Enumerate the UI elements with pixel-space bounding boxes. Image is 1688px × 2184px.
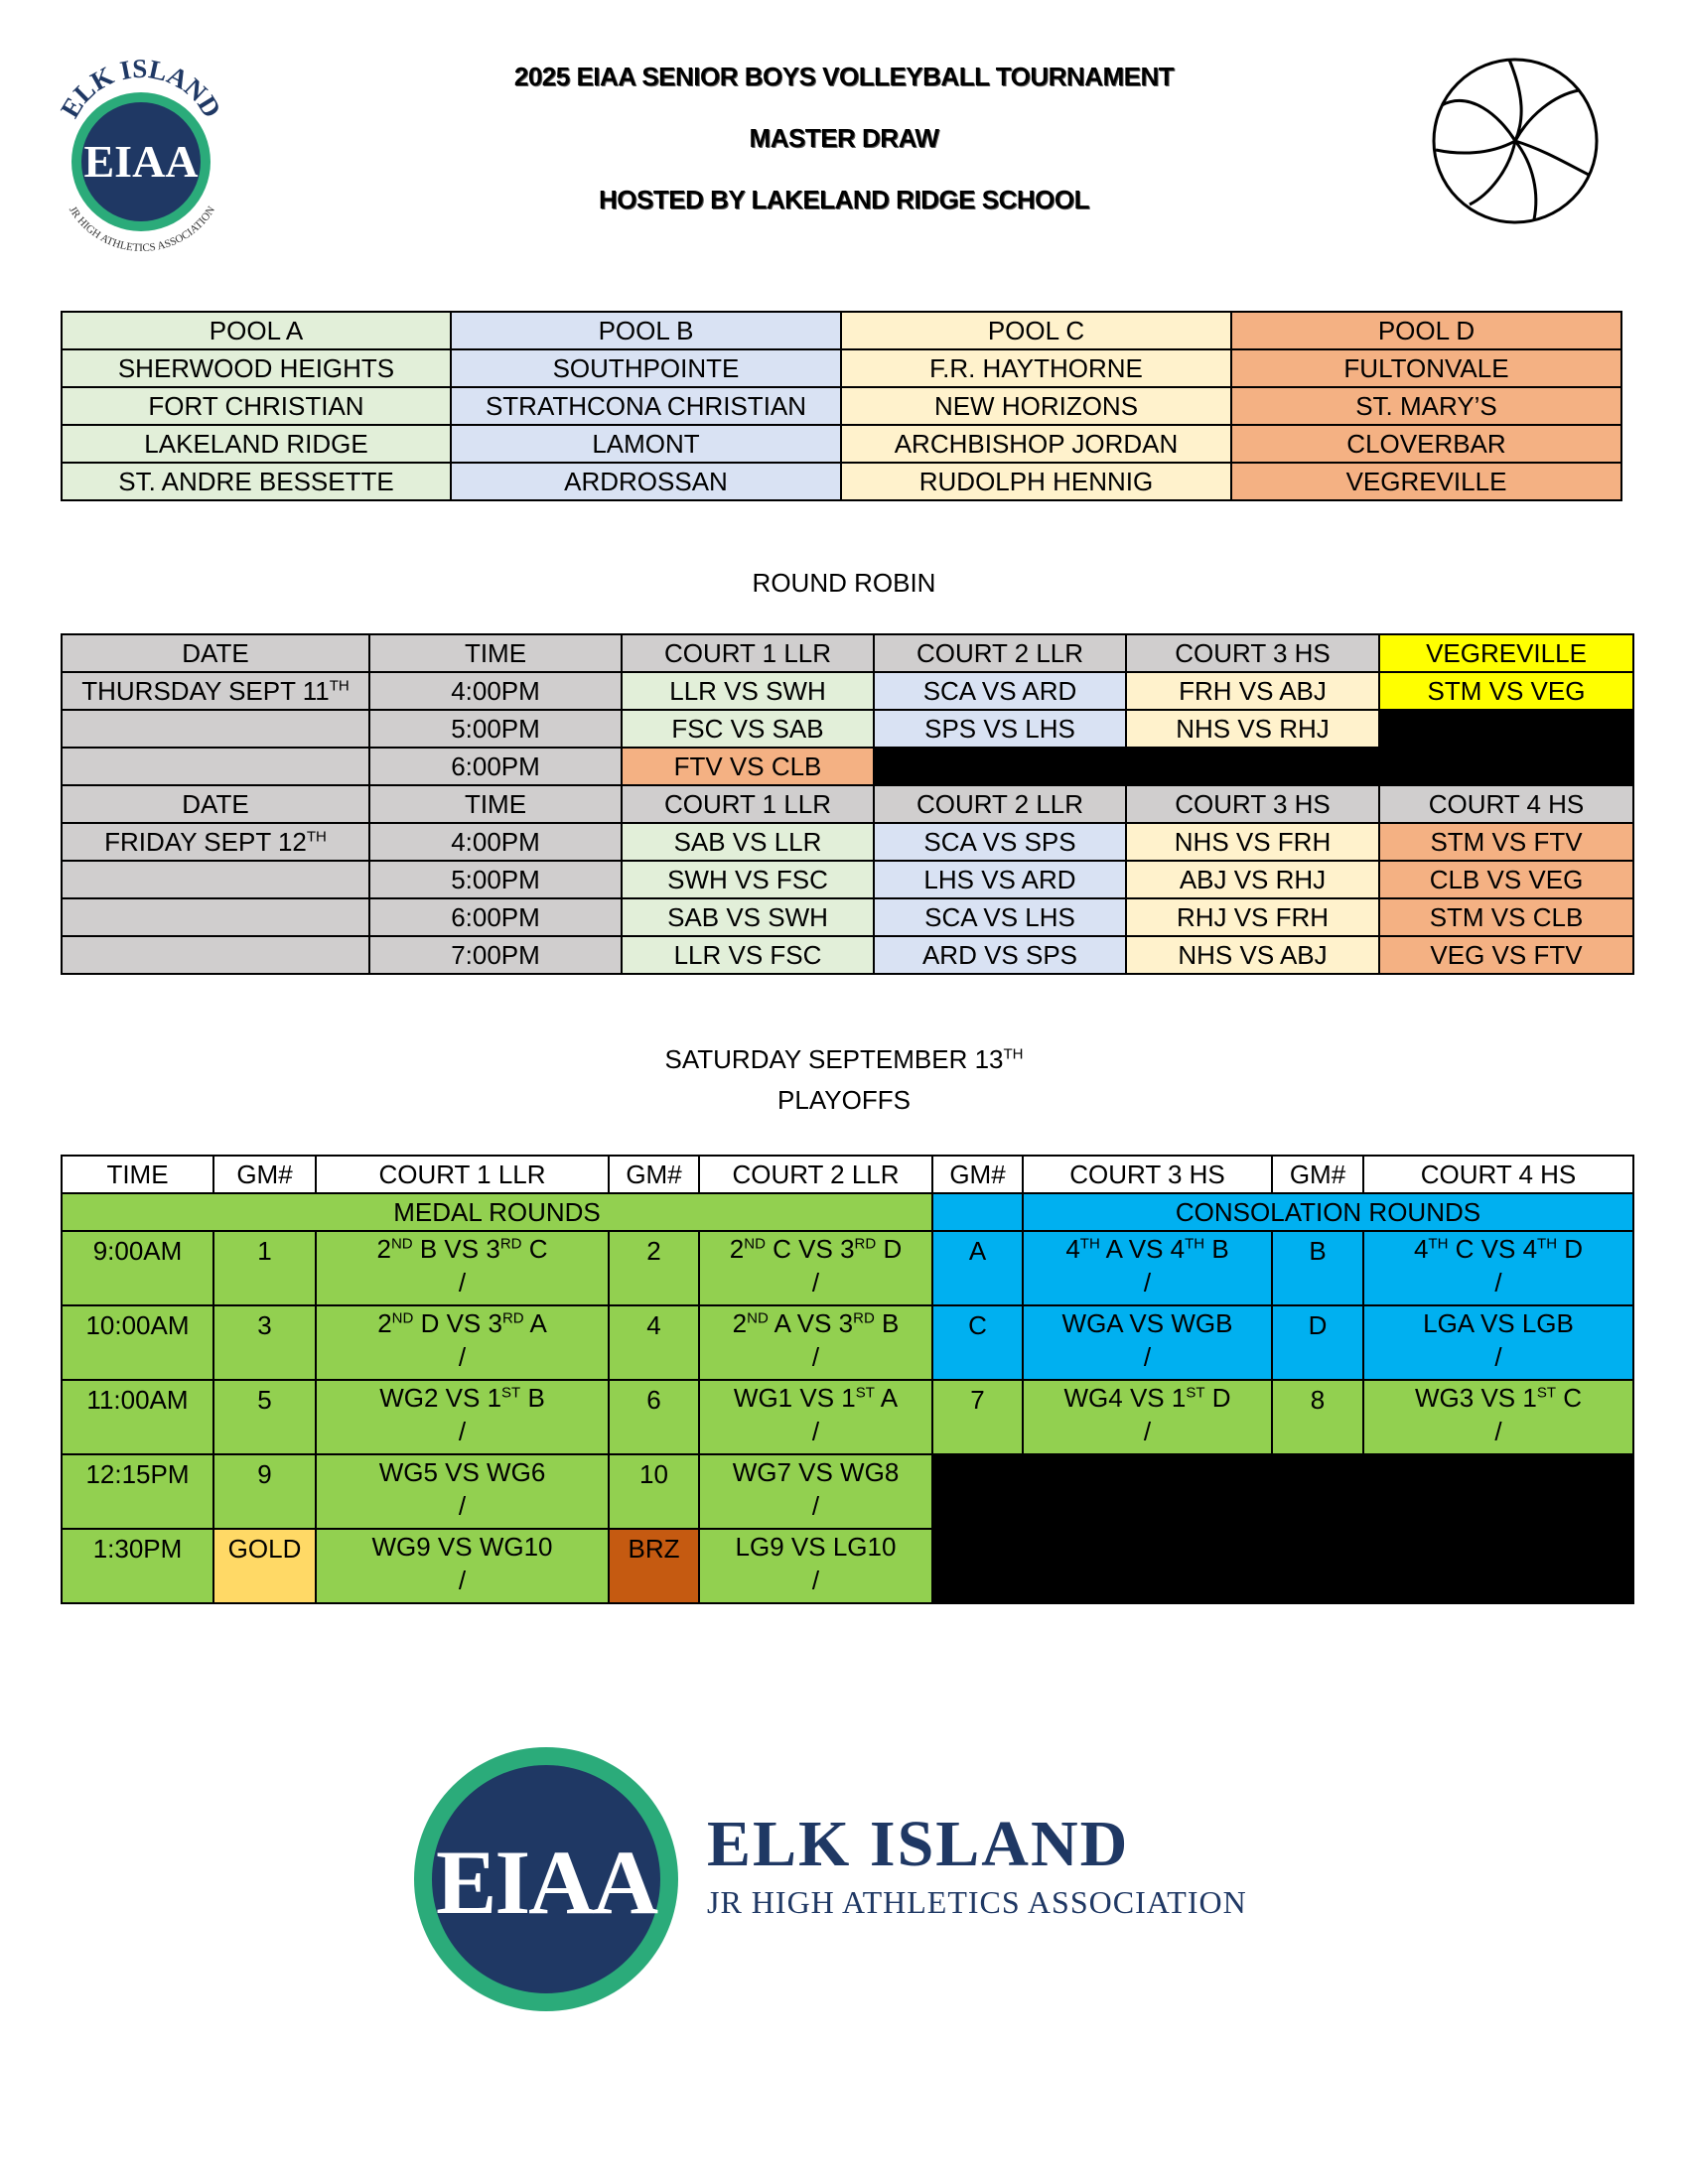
blank-cell xyxy=(932,1193,1023,1231)
court-3-header: COURT 3 HS xyxy=(1126,785,1379,823)
date-header: DATE xyxy=(62,634,369,672)
game-number: 10 xyxy=(609,1454,699,1529)
result-slash: / xyxy=(1143,1342,1152,1372)
footer-logo-center-text: EIAA xyxy=(435,1832,657,1933)
game-number: 6 xyxy=(609,1380,699,1454)
match-cell: SAB VS SWH xyxy=(622,898,874,936)
game-number: 7 xyxy=(932,1380,1023,1454)
pool-team: F.R. HAYTHORNE xyxy=(841,349,1231,387)
playoffs-day: SATURDAY SEPTEMBER 13TH xyxy=(664,1044,1024,1074)
playoffs-table xyxy=(61,1155,1634,1604)
game-number: 1 xyxy=(213,1231,316,1305)
pool-team: NEW HORIZONS xyxy=(841,387,1231,425)
time-cell: 11:00AM xyxy=(62,1380,213,1454)
match-cell: 4TH C VS 4TH D / xyxy=(1363,1231,1633,1305)
blank-cell xyxy=(1126,748,1379,785)
court-4-header: COURT 4 HS xyxy=(1379,785,1633,823)
friday-date: FRIDAY SEPT 12TH xyxy=(62,823,369,861)
time-cell: 5:00PM xyxy=(369,710,622,748)
match-cell: WG2 VS 1ST B / xyxy=(316,1380,609,1454)
page-subtitle: MASTER DRAW xyxy=(749,123,939,153)
blank-cell xyxy=(1379,710,1633,748)
time-cell: 6:00PM xyxy=(369,748,622,785)
pool-team: STRATHCONA CHRISTIAN xyxy=(451,387,841,425)
vegreville-header: VEGREVILLE xyxy=(1379,634,1633,672)
court-1-header: COURT 1 LLR xyxy=(622,634,874,672)
pool-team: LAKELAND RIDGE xyxy=(62,425,451,463)
logo-center-text: EIAA xyxy=(83,136,199,187)
match-cell: LLR VS SWH xyxy=(622,672,874,710)
result-slash: / xyxy=(811,1491,820,1521)
match-cell: VEG VS FTV xyxy=(1379,936,1633,974)
match-cell: WG4 VS 1ST D / xyxy=(1023,1380,1272,1454)
pool-team: SHERWOOD HEIGHTS xyxy=(62,349,451,387)
match-cell: WGA VS WGB / xyxy=(1023,1305,1272,1380)
pool-team: ST. MARY’S xyxy=(1231,387,1621,425)
round-robin-title: ROUND ROBIN xyxy=(752,568,936,598)
pool-team: RUDOLPH HENNIG xyxy=(841,463,1231,500)
pool-a-header: POOL A xyxy=(62,312,451,349)
eiaa-footer-logo xyxy=(412,1742,1266,2020)
pool-team: FORT CHRISTIAN xyxy=(62,387,451,425)
match-cell: FRH VS ABJ xyxy=(1126,672,1379,710)
game-number: 8 xyxy=(1272,1380,1363,1454)
result-slash: / xyxy=(458,1491,467,1521)
result-slash: / xyxy=(1143,1417,1152,1446)
match-cell: RHJ VS FRH xyxy=(1126,898,1379,936)
match-cell: NHS VS FRH xyxy=(1126,823,1379,861)
pool-team: LAMONT xyxy=(451,425,841,463)
host-line: HOSTED BY LAKELAND RIDGE SCHOOL xyxy=(599,185,1089,214)
time-cell: 4:00PM xyxy=(369,823,622,861)
logo-ring-text: JR HIGH ATHLETICS ASSOCIATION xyxy=(66,204,218,255)
result-slash: / xyxy=(811,1268,820,1297)
result-slash: / xyxy=(458,1417,467,1446)
match-cell: FSC VS SAB xyxy=(622,710,874,748)
date-cell xyxy=(62,861,369,898)
footer-logo-tagline: JR HIGH ATHLETICS ASSOCIATION xyxy=(707,1884,1247,1920)
match-cell: SAB VS LLR xyxy=(622,823,874,861)
match-cell: ARD VS SPS xyxy=(874,936,1126,974)
match-cell: 4TH A VS 4TH B / xyxy=(1023,1231,1272,1305)
match-cell: CLB VS VEG xyxy=(1379,861,1633,898)
gold-game-label: GOLD xyxy=(213,1529,316,1603)
game-number-header: GM# xyxy=(213,1156,316,1193)
match-cell: FTV VS CLB xyxy=(622,748,874,785)
medal-rounds-label: MEDAL ROUNDS xyxy=(62,1193,932,1231)
date-cell xyxy=(62,936,369,974)
time-header: TIME xyxy=(62,1156,213,1193)
match-cell: WG1 VS 1ST A / xyxy=(699,1380,932,1454)
court-3-header: COURT 3 HS xyxy=(1023,1156,1272,1193)
time-cell: 12:15PM xyxy=(62,1454,213,1529)
playoffs-title: PLAYOFFS xyxy=(777,1085,911,1115)
court-2-header: COURT 2 LLR xyxy=(874,785,1126,823)
date-cell xyxy=(62,748,369,785)
date-header: DATE xyxy=(62,785,369,823)
match-cell: STM VS VEG xyxy=(1379,672,1633,710)
match-cell: NHS VS RHJ xyxy=(1126,710,1379,748)
result-slash: / xyxy=(811,1417,820,1446)
footer-logo-name: ELK ISLAND xyxy=(707,1808,1130,1880)
game-number: 4 xyxy=(609,1305,699,1380)
match-cell: NHS VS ABJ xyxy=(1126,936,1379,974)
time-header: TIME xyxy=(369,634,622,672)
game-number: C xyxy=(932,1305,1023,1380)
time-header: TIME xyxy=(369,785,622,823)
pool-d-header: POOL D xyxy=(1231,312,1621,349)
game-number: 5 xyxy=(213,1380,316,1454)
court-2-header: COURT 2 LLR xyxy=(699,1156,932,1193)
blank-cell xyxy=(932,1454,1633,1603)
pool-b-header: POOL B xyxy=(451,312,841,349)
pool-team: ARCHBISHOP JORDAN xyxy=(841,425,1231,463)
result-slash: / xyxy=(1143,1268,1152,1297)
court-2-header: COURT 2 LLR xyxy=(874,634,1126,672)
match-cell: STM VS FTV xyxy=(1379,823,1633,861)
game-number: B xyxy=(1272,1231,1363,1305)
page-title: 2025 EIAA SENIOR BOYS VOLLEYBALL TOURNAMENT xyxy=(513,62,1175,91)
match-cell: LHS VS ARD xyxy=(874,861,1126,898)
match-cell: LG9 VS LG10 / xyxy=(699,1529,932,1603)
match-cell: WG9 VS WG10 / xyxy=(316,1529,609,1603)
match-cell: STM VS CLB xyxy=(1379,898,1633,936)
time-cell: 10:00AM xyxy=(62,1305,213,1380)
match-cell: WG5 VS WG6 / xyxy=(316,1454,609,1529)
match-cell: 2ND C VS 3RD D / xyxy=(699,1231,932,1305)
result-slash: / xyxy=(1494,1417,1502,1446)
match-cell: LLR VS FSC xyxy=(622,936,874,974)
match-cell: 2ND A VS 3RD B / xyxy=(699,1305,932,1380)
time-cell: 6:00PM xyxy=(369,898,622,936)
game-number: 9 xyxy=(213,1454,316,1529)
match-cell: 2ND B VS 3RD C / xyxy=(316,1231,609,1305)
result-slash: / xyxy=(458,1268,467,1297)
game-number: 3 xyxy=(213,1305,316,1380)
pool-team: VEGREVILLE xyxy=(1231,463,1621,500)
result-slash: / xyxy=(1494,1342,1502,1372)
logo-arc-text: ELK ISLAND xyxy=(55,58,227,123)
date-cell xyxy=(62,898,369,936)
blank-cell xyxy=(874,748,1126,785)
match-cell: SWH VS FSC xyxy=(622,861,874,898)
match-cell: SCA VS LHS xyxy=(874,898,1126,936)
time-cell: 4:00PM xyxy=(369,672,622,710)
pools-table xyxy=(61,311,1622,501)
match-cell: SPS VS LHS xyxy=(874,710,1126,748)
time-cell: 7:00PM xyxy=(369,936,622,974)
match-cell: LGA VS LGB / xyxy=(1363,1305,1633,1380)
match-cell: SCA VS SPS xyxy=(874,823,1126,861)
result-slash: / xyxy=(458,1566,467,1595)
bronze-game-label: BRZ xyxy=(609,1529,699,1603)
court-1-header: COURT 1 LLR xyxy=(622,785,874,823)
pool-team: SOUTHPOINTE xyxy=(451,349,841,387)
round-robin-table xyxy=(61,633,1634,975)
consolation-rounds-label: CONSOLATION ROUNDS xyxy=(1023,1193,1633,1231)
game-number-header: GM# xyxy=(1272,1156,1363,1193)
result-slash: / xyxy=(458,1342,467,1372)
time-cell: 9:00AM xyxy=(62,1231,213,1305)
game-number: A xyxy=(932,1231,1023,1305)
pool-team: ST. ANDRE BESSETTE xyxy=(62,463,451,500)
match-cell: WG3 VS 1ST C / xyxy=(1363,1380,1633,1454)
game-number-header: GM# xyxy=(932,1156,1023,1193)
result-slash: / xyxy=(1494,1268,1502,1297)
game-number: D xyxy=(1272,1305,1363,1380)
pool-team: ARDROSSAN xyxy=(451,463,841,500)
pool-team: FULTONVALE xyxy=(1231,349,1621,387)
game-number-header: GM# xyxy=(609,1156,699,1193)
result-slash: / xyxy=(811,1342,820,1372)
pool-c-header: POOL C xyxy=(841,312,1231,349)
time-cell: 1:30PM xyxy=(62,1529,213,1603)
match-cell: WG7 VS WG8 / xyxy=(699,1454,932,1529)
match-cell: 2ND D VS 3RD A / xyxy=(316,1305,609,1380)
time-cell: 5:00PM xyxy=(369,861,622,898)
court-3-header: COURT 3 HS xyxy=(1126,634,1379,672)
pool-team: CLOVERBAR xyxy=(1231,425,1621,463)
thursday-date: THURSDAY SEPT 11TH xyxy=(62,672,369,710)
court-1-header: COURT 1 LLR xyxy=(316,1156,609,1193)
match-cell: SCA VS ARD xyxy=(874,672,1126,710)
game-number: 2 xyxy=(609,1231,699,1305)
court-4-header: COURT 4 HS xyxy=(1363,1156,1633,1193)
match-cell: ABJ VS RHJ xyxy=(1126,861,1379,898)
result-slash: / xyxy=(811,1566,820,1595)
date-cell xyxy=(62,710,369,748)
blank-cell xyxy=(1379,748,1633,785)
